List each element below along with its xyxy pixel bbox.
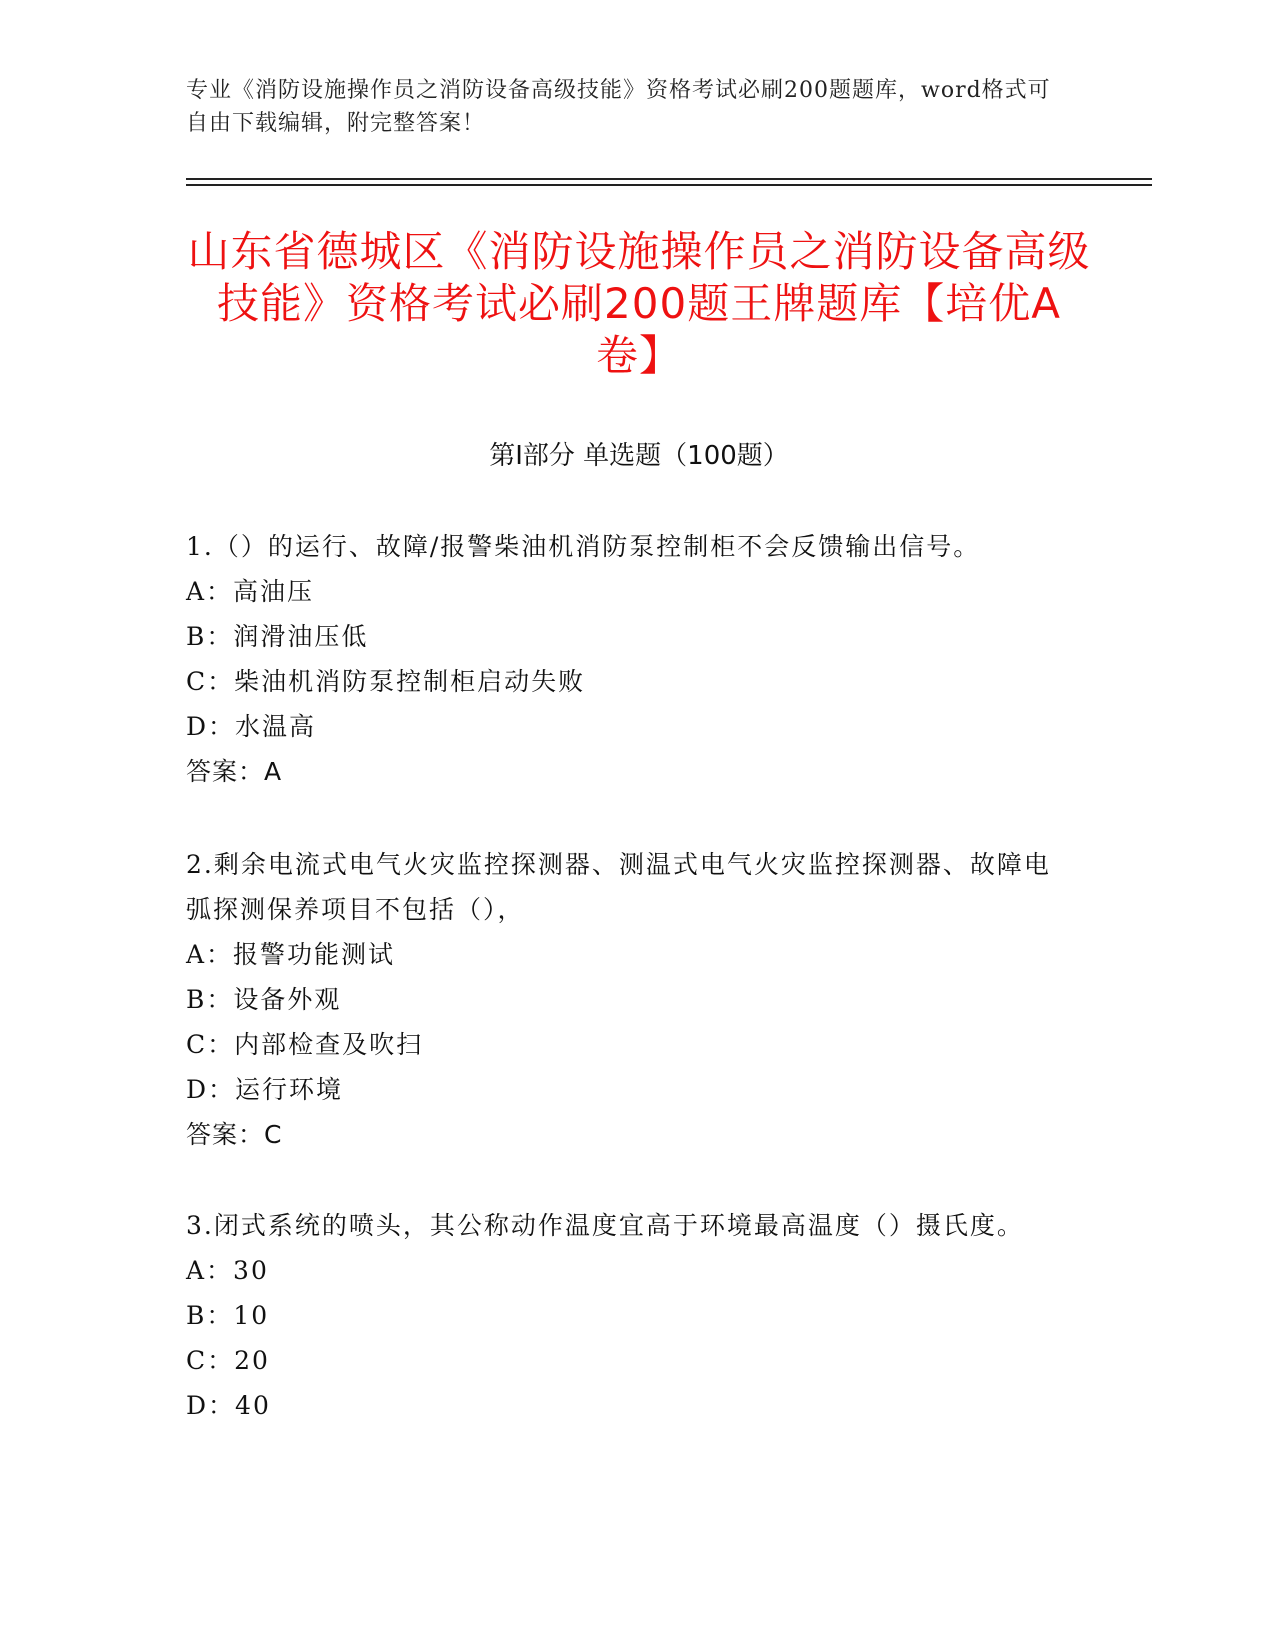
question-stem: 1.（）的运行、故障/报警柴油机消防泵控制柜不会反馈输出信号。 bbox=[186, 532, 981, 561]
option-c: C：内部检查及吹扫 bbox=[186, 1030, 424, 1059]
answer: 答案：C bbox=[186, 1120, 283, 1149]
question-3 bbox=[186, 1203, 1066, 1428]
header-rule-top bbox=[186, 178, 1152, 180]
option-d: D：40 bbox=[186, 1391, 271, 1420]
document-title: 山东省德城区《消防设施操作员之消防设备高级技能》资格考试必刷200题王牌题库【培优A卷】 bbox=[187, 227, 1091, 380]
option-a: A：高油压 bbox=[186, 577, 315, 606]
option-d: D：水温高 bbox=[186, 712, 317, 741]
question-1 bbox=[186, 524, 1066, 794]
option-c: C：柴油机消防泵控制柜启动失败 bbox=[186, 667, 586, 696]
option-c: C：20 bbox=[186, 1346, 270, 1375]
answer: 答案：A bbox=[186, 757, 283, 786]
option-d: D：运行环境 bbox=[186, 1075, 344, 1104]
option-a: A：报警功能测试 bbox=[186, 940, 396, 969]
header-note: 专业《消防设施操作员之消防设备高级技能》资格考试必刷200题题库，word格式可自由下载编辑，附完整答案！ bbox=[186, 78, 1051, 136]
question-stem: 2.剩余电流式电气火灾监控探测器、测温式电气火灾监控探测器、故障电弧探测保养项目不包括（）， bbox=[186, 850, 1051, 924]
option-b: B：设备外观 bbox=[186, 985, 342, 1014]
option-b: B：10 bbox=[186, 1301, 270, 1330]
question-2 bbox=[186, 842, 1066, 1157]
option-a: A：30 bbox=[186, 1256, 269, 1285]
header-rule-bottom bbox=[186, 184, 1152, 186]
option-b: B：润滑油压低 bbox=[186, 622, 369, 651]
section-title: 第I部分 单选题（100题） bbox=[489, 441, 789, 471]
question-stem: 3.闭式系统的喷头，其公称动作温度宜高于环境最高温度（）摄氏度。 bbox=[186, 1211, 1024, 1240]
